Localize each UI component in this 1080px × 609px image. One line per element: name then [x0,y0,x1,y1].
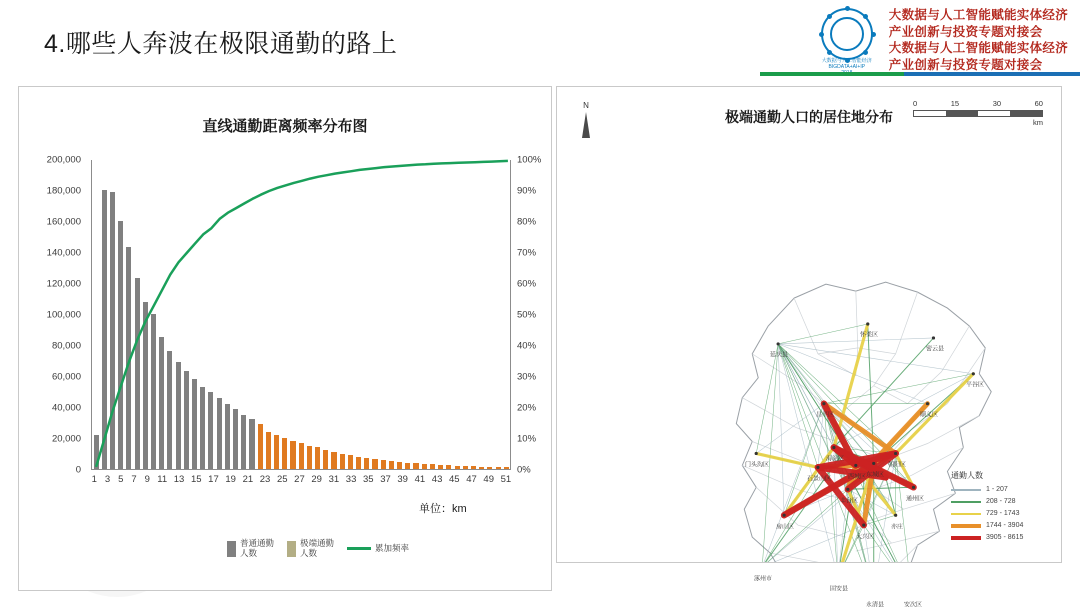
scale-tick: 60 [1034,99,1043,108]
district-node [932,336,935,339]
y-tick-label: 40,000 [51,402,81,414]
x-tick-label [477,474,484,490]
district-label: 顺义区 [919,412,939,419]
map-legend-item [951,510,1047,517]
brand-line-1: 大数据与人工智能赋能实体经济 [888,8,1068,22]
north-label: N [583,101,589,110]
x-tick-label: 47 [466,474,477,485]
y2-tick-label: 40% [517,340,537,352]
district-label: 朝阳区 [887,462,907,469]
x-tick-label [236,474,243,490]
district-node [862,524,865,527]
x-tick-label [184,474,191,490]
scale-unit: km [1033,118,1043,127]
x-tick-label [374,474,381,490]
event-brand [817,6,1068,74]
x-tick-label: 33 [345,474,357,485]
district-node [755,452,758,455]
y2-tick-label: 30% [517,371,537,383]
x-tick-label [391,474,398,490]
map-legend-line-icon [951,501,981,503]
district-label: 延庆县 [769,352,789,359]
legend-label: 累加频率 [375,542,410,553]
x-tick-label [151,474,158,490]
district-node [912,486,915,489]
chart-legend [227,539,409,559]
x-tick-label: 45 [449,474,460,485]
cumulative-frequency-line [92,160,512,470]
logo-cn-text: 大数据与人工智能经济 [821,57,872,64]
y-tick-label: 80,000 [51,340,81,352]
x-tick-label: 21 [242,474,254,485]
x-tick-label [322,474,329,490]
district-node [866,322,869,325]
x-tick-label: 49 [483,474,494,485]
district-label: 怀柔区 [859,332,879,339]
map-legend-line-icon [951,524,981,528]
brand-line-3: 大数据与人工智能赋能实体经济 [888,41,1068,56]
map-legend-item [951,486,1047,493]
legend-label: 普通通勤人数 [240,538,275,558]
legend-item [287,539,334,559]
district-node [854,464,857,467]
y2-tick-label: 70% [517,247,537,259]
district-label: 涿州市 [753,576,773,583]
district-label: 安次区 [903,602,923,609]
histogram-plot [19,152,551,515]
x-tick-label [219,474,226,490]
map-title: 极端通勤人口的居住地分布 [725,109,893,125]
district-node [846,488,849,491]
map-legend-label: 3905 - 8615 [986,534,1024,541]
x-tick-label: 9 [144,474,150,485]
y2-tick-label: 60% [517,278,537,290]
map-legend-item [951,522,1047,529]
x-tick-label [288,474,295,490]
x-tick-label: 3 [104,474,111,485]
x-tick-label: 39 [397,474,408,485]
x-tick-label [253,474,260,490]
y-tick-label: 140,000 [46,247,81,259]
x-tick-label [442,474,449,490]
x-tick-label: 15 [190,474,202,485]
x-tick-label [98,474,105,490]
x-tick-label [408,474,415,490]
map-legend [951,470,1047,546]
legend-label: 极端通勤人数 [300,538,335,558]
legend-swatch-icon [227,541,236,557]
plot-area [91,160,511,470]
district-label: 亦庄 [890,524,904,531]
map-legend-title: 通勤人数 [951,471,983,480]
conference-logo-icon [817,8,881,72]
x-tick-label [460,474,467,490]
map-legend-label: 1744 - 3904 [986,522,1024,529]
district-label: 昌平区 [815,412,835,419]
scale-tick: 0 [913,99,918,108]
district-node [926,402,929,405]
y-tick-label: 160,000 [46,216,81,228]
header-accent-bar [760,72,1080,76]
x-tick-label [137,474,144,490]
district-label: 大兴区 [855,534,875,541]
y2-tick-label: 20% [517,402,537,414]
x-tick-label: 11 [157,474,168,485]
map-panel [556,86,1062,609]
map-legend-item [951,498,1047,505]
x-tick-label [124,474,131,490]
brand-line-2: 产业创新与投资专题对接会 [888,24,1043,39]
y2-tick-label: 90% [517,185,537,197]
x-tick-label: 23 [259,474,271,485]
logo-en-text: BIGDATA+AI+IP [828,64,866,70]
y2-tick-label: 10% [517,433,537,445]
x-tick-label: 29 [311,474,322,485]
district-node [972,372,975,375]
x-tick-label: 5 [118,474,124,485]
district-label: 丰台区 [839,498,859,505]
district-label: 海淀区 [825,456,845,463]
x-tick-label: 27 [294,474,305,485]
district-label: 永清县 [865,602,885,609]
map-legend-item [951,534,1047,541]
x-tick-label: 41 [414,474,426,485]
district-label: 石景山区 [806,476,832,483]
x-tick-label: 13 [173,474,185,485]
histogram-panel [18,86,552,591]
x-tick-label [111,474,118,490]
x-axis-unit-label: 单位：km [419,503,467,515]
district-label: 通州区 [905,496,925,503]
legend-item [227,539,274,559]
district-node [822,402,825,405]
district-label: 平谷区 [965,382,985,389]
page-title: 4.哪些人奔波在极限通勤的路上 [44,30,398,58]
district-label: 固安县 [829,586,849,593]
y2-tick-label: 100% [517,154,542,166]
y-axis-left-labels [19,152,85,476]
x-tick-label [356,474,363,490]
legend-swatch-icon [287,541,296,557]
y-tick-label: 180,000 [46,185,81,197]
x-tick-label [202,474,209,490]
district-node [872,462,875,465]
x-tick-label: 19 [225,474,236,485]
x-tick-label: 31 [328,474,340,485]
map-legend-line-icon [951,536,981,540]
map-legend-label: 1 - 207 [986,486,1008,493]
x-tick-label: 51 [500,474,512,485]
x-tick-label: 17 [208,474,219,485]
map-legend-label: 208 - 728 [986,498,1016,505]
y-axis-right-labels [513,152,553,476]
district-node [777,342,780,345]
district-label: 东城区 [865,472,885,479]
map-legend-line-icon [951,513,981,515]
x-tick-label: 43 [431,474,443,485]
x-tick-label [494,474,501,490]
x-tick-label [270,474,277,490]
y-tick-label: 100,000 [46,309,81,321]
scale-tick: 15 [950,99,960,108]
x-axis-labels [91,474,511,490]
district-node [894,514,897,517]
scale-tick: 30 [992,99,1002,108]
y2-tick-label: 50% [517,309,537,321]
x-tick-label: 37 [380,474,391,485]
district-node [816,466,819,469]
y-tick-label: 120,000 [46,278,81,290]
x-tick-label: 25 [276,474,288,485]
legend-item [347,544,409,554]
y-tick-label: 60,000 [51,371,81,383]
district-label: 门头沟区 [744,462,770,469]
district-label: 西城区 [847,474,867,481]
y2-tick-label: 80% [517,216,537,228]
district-node [894,452,897,455]
y-tick-label: 200,000 [46,154,81,166]
map-legend-line-icon [951,489,981,491]
x-tick-label: 7 [131,474,137,485]
brand-line-4: 产业创新与投资专题对接会 [888,57,1043,72]
x-tick-label [167,474,174,490]
legend-line-icon [347,547,371,550]
map-legend-label: 729 - 1743 [986,510,1020,517]
x-tick-label: 1 [91,474,97,485]
histogram-title: 直线通勤距离频率分布图 [202,118,368,135]
y-tick-label: 20,000 [51,433,81,445]
district-label: 房山区 [775,524,795,531]
x-tick-label [305,474,312,490]
x-tick-label [339,474,346,490]
y2-tick-label: 0% [517,464,531,476]
district-label: 密云县 [925,346,945,353]
y-tick-label: 0 [75,464,81,476]
x-tick-label [425,474,432,490]
x-tick-label: 35 [362,474,374,485]
district-node [832,446,835,449]
district-node [783,514,786,517]
